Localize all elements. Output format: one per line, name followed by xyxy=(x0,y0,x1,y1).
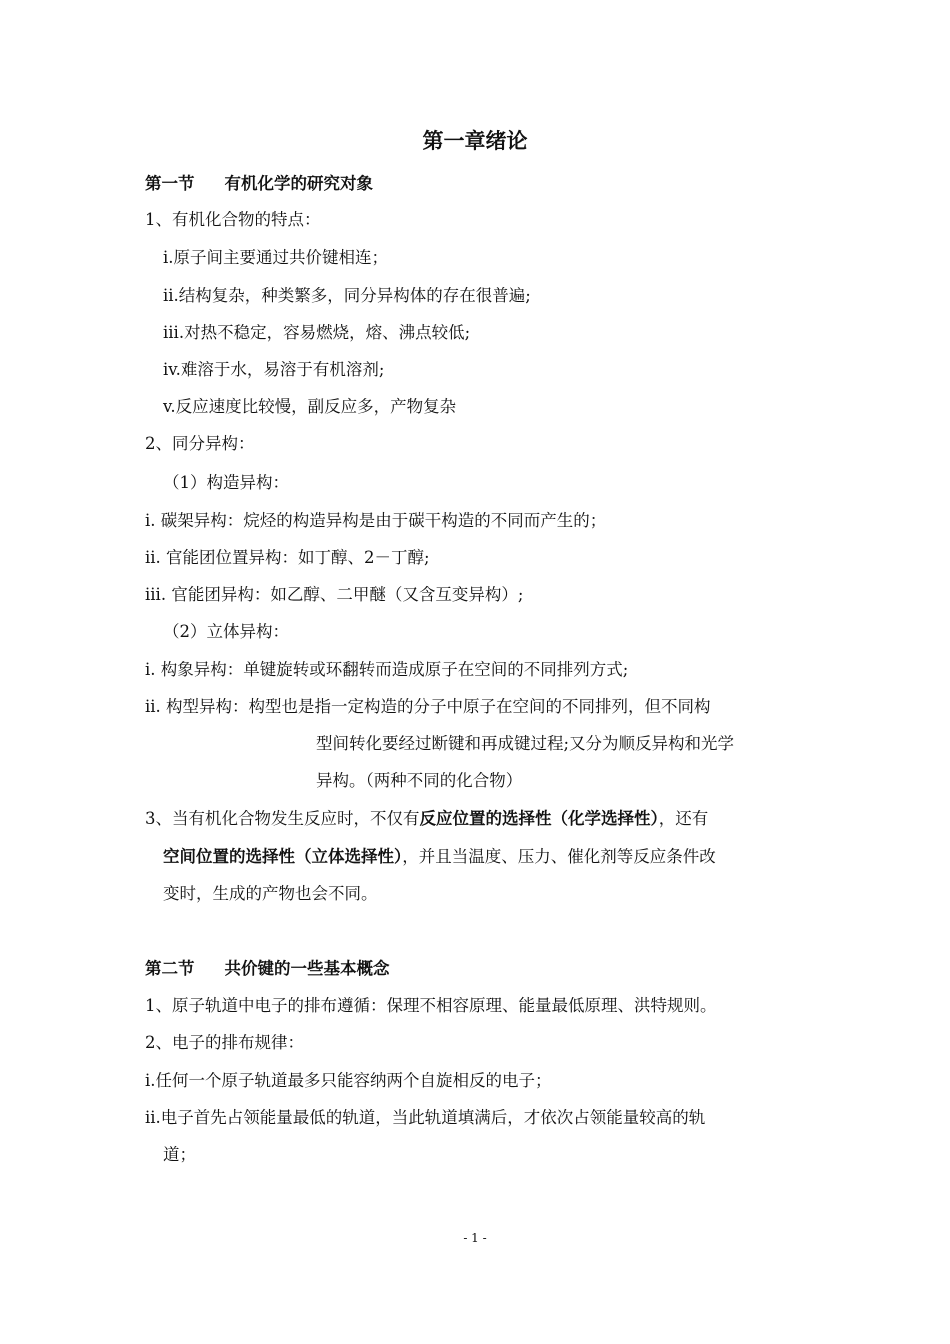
s1-sub2-item-2-line2: 型间转化要经过断键和再成键过程;又分为顺反异构和光学 xyxy=(316,734,735,753)
s2-p2: 2、电子的排布规律： xyxy=(145,1033,304,1052)
section2-title: 共价键的一些基本概念 xyxy=(224,959,390,978)
s1-sub2-item-2-line1: ii. 构型异构：构型也是指一定构造的分子中原子在空间的不同排列，但不同构 xyxy=(145,697,711,716)
s1-p3-line2 xyxy=(163,843,716,871)
s1-p3-bold2: 空间位置的选择性（立体选择性） xyxy=(163,847,403,866)
s1-p1-item-3: iii.对热不稳定，容易燃烧，熔、沸点较低; xyxy=(163,323,471,342)
section1-heading xyxy=(145,170,373,198)
s1-p3-after2: ，并且当温度、压力、催化剂等反应条件改 xyxy=(402,847,716,866)
s1-sub2-item-1: i. 构象异构：单键旋转或环翻转而造成原子在空间的不同排列方式; xyxy=(145,660,629,679)
s1-sub1-heading: （1）构造异构： xyxy=(163,473,289,492)
s1-sub2-item-2-line3: 异构。（两种不同的化合物） xyxy=(316,771,523,790)
s1-p3-line1 xyxy=(145,805,708,833)
s1-p3-lead: 3、当有机化合物发生反应时，不仅有 xyxy=(145,809,420,828)
s2-item-2-line2: 道； xyxy=(163,1145,196,1164)
s1-sub2-heading: （2）立体异构： xyxy=(163,622,289,641)
s1-sub1-item-3: iii. 官能团异构：如乙醇、二甲醚（又含互变异构）; xyxy=(145,585,524,604)
s1-p1-heading: 1、有机化合物的特点： xyxy=(145,210,321,229)
chapter-title: 第一章绪论 xyxy=(422,129,528,153)
section2-heading xyxy=(145,955,390,983)
page-number: - 1 - xyxy=(463,1231,487,1245)
s1-p1-item-5: v.反应速度比较慢，副反应多，产物复杂 xyxy=(163,397,457,416)
s1-p2-heading: 2、同分异构： xyxy=(145,434,255,453)
section1-title: 有机化学的研究对象 xyxy=(224,174,373,193)
section1-number: 第一节 xyxy=(145,174,195,193)
s1-p3-line3: 变时，生成的产物也会不同。 xyxy=(163,884,378,903)
s2-item-1: i.任何一个原子轨道最多只能容纳两个自旋相反的电子； xyxy=(145,1071,552,1090)
section2-number: 第二节 xyxy=(145,959,195,978)
s1-p3-after1: ，还有 xyxy=(658,809,709,828)
s1-p1-item-2: ii.结构复杂，种类繁多，同分异构体的存在很普遍; xyxy=(163,286,531,305)
s2-item-2-line1: ii.电子首先占领能量最低的轨道，当此轨道填满后，才依次占领能量较高的轨 xyxy=(145,1108,706,1127)
s1-p1-item-4: iv.难溶于水，易溶于有机溶剂; xyxy=(163,360,385,379)
s1-sub1-item-1: i. 碳架异构：烷烃的构造异构是由于碳干构造的不同而产生的； xyxy=(145,511,607,530)
s1-sub1-item-2: ii. 官能团位置异构：如丁醇、2－丁醇; xyxy=(145,548,430,567)
s1-p1-item-1: i.原子间主要通过共价键相连； xyxy=(163,248,389,267)
s1-p3-bold1: 反应位置的选择性（化学选择性） xyxy=(419,809,659,828)
s2-p1: 1、原子轨道中电子的排布遵循：保理不相容原理、能量最低原理、洪特规则。 xyxy=(145,996,717,1015)
